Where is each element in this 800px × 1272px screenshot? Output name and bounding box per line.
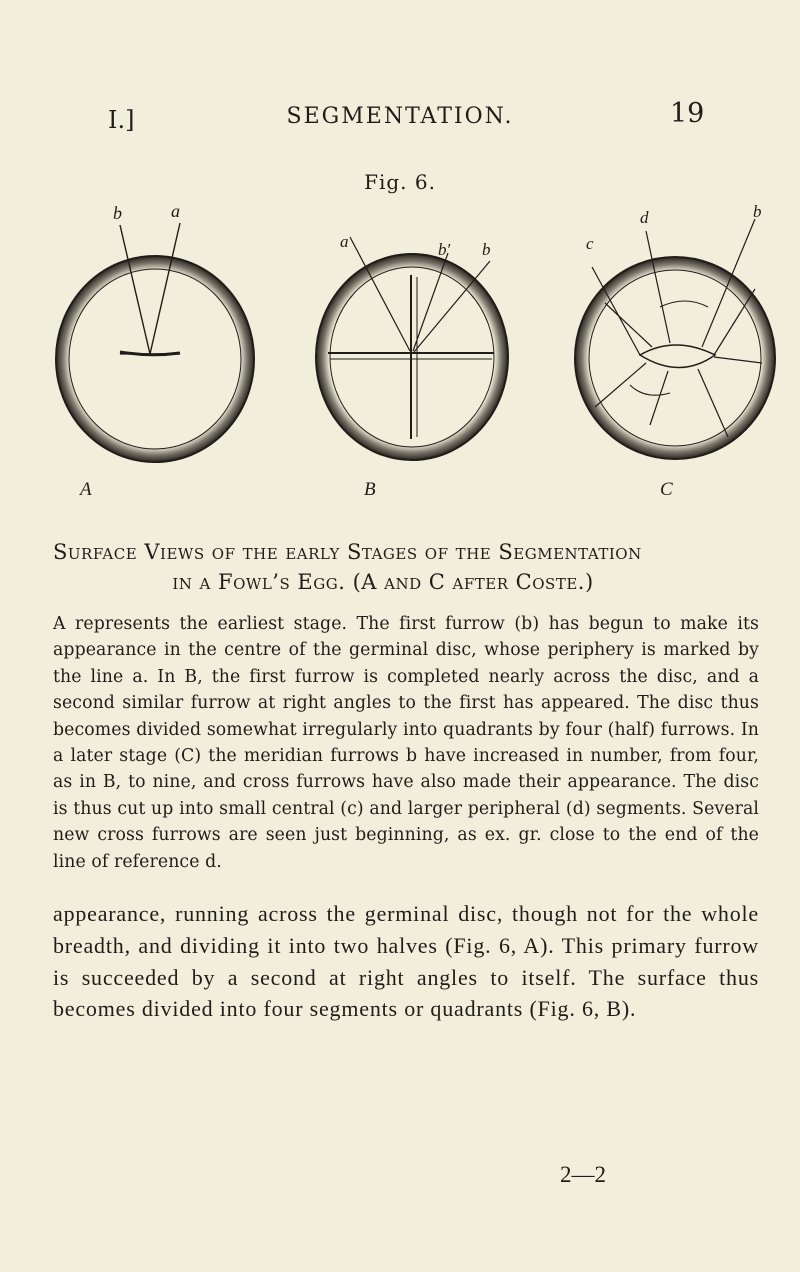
panel-b-letter: B: [364, 479, 376, 500]
running-title: SEGMENTATION.: [286, 104, 514, 129]
ref-b-bprime: b′: [438, 240, 451, 259]
running-head: [0, 92, 800, 132]
figure-illustration: [30, 195, 780, 515]
figure-6: [30, 195, 780, 515]
signature-mark: 2—2: [560, 1162, 606, 1187]
figure-legend-title: [53, 537, 753, 597]
page-number: 19: [670, 98, 705, 129]
body-paragraph: appearance, running across the germinal disc, though not for the whole breadth, and dividing it into two halves (Fig. 6, A). This primary furrow is succeeded by a second at right angles to itself. The surface thus becomes divided into four segments or quadrants (Fig. 6, B).: [53, 901, 759, 1022]
ref-b-a: a: [340, 232, 349, 251]
ref-c-c: c: [586, 234, 594, 253]
panel-c-letter: C: [660, 479, 673, 500]
legend-title-line-2: in a Fowl’s Egg. (A and C after Coste.): [172, 570, 594, 594]
legend-title-line-1: Surface Views of the early Stages of the Segmentation: [53, 540, 642, 564]
panel-a-letter: A: [80, 479, 92, 500]
figure-legend-body: A represents the earliest stage. The first furrow (b) has begun to make its appearance in the centre of the germinal disc, whose periphery is marked by the line a. In B, the first furrow is completed nearly across the disc, and a second similar furrow at right angles to the first has appeared. The disc thus becomes divided somewhat irregularly into quadrants by four (half) furrows. In a later stage (C) the meridian furrows b have increased in number, from four, as in B, to nine, and cross furrows have also made their appearance. The disc is thus cut up into small central (c) and larger peripheral (d) segments. Several new cross furrows are seen just beginning, as ex. gr. close to the end of the line of reference d.: [53, 614, 759, 872]
ref-b-b: b: [482, 240, 491, 259]
ref-c-d: d: [640, 208, 649, 227]
panel-a-disc: [56, 223, 254, 462]
figure-caption: Fig. 6.: [364, 170, 436, 194]
ref-a-a: a: [171, 201, 180, 221]
panel-c-disc: [575, 219, 775, 459]
ref-c-b: b: [753, 202, 762, 221]
ref-a-b: b: [113, 203, 122, 223]
chapter-number: I.]: [108, 106, 135, 134]
panel-b-disc: [316, 237, 508, 460]
